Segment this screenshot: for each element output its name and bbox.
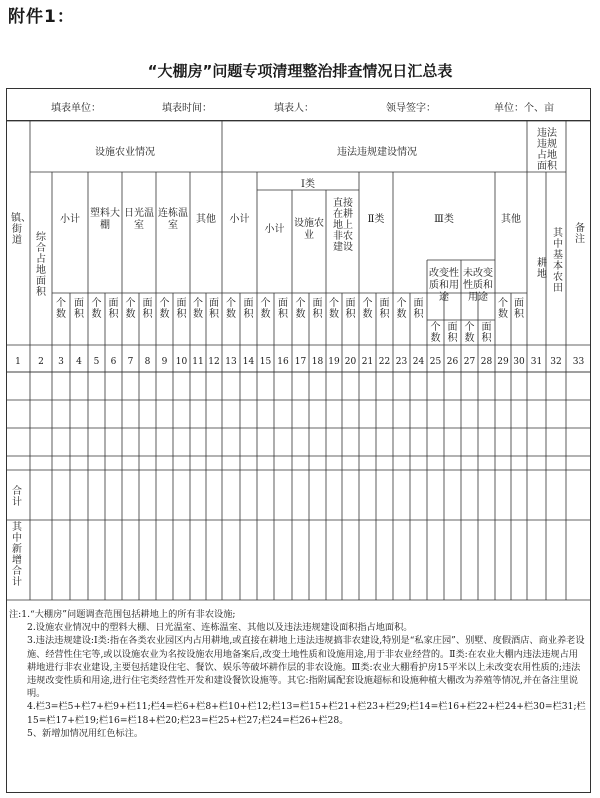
area-subheader: 面积 [176, 298, 187, 320]
count-subheader: 个数 [295, 298, 306, 320]
note-5: 5、新增加情况用红色标注。 [27, 727, 144, 739]
header-plastic-greenhouse: 塑料大棚 [90, 208, 120, 231]
column-number: 28 [480, 357, 493, 367]
header-class-1-facility: 设施农业 [294, 218, 324, 241]
note-4: 4.栏3=栏5+栏7+栏9+栏11;栏4=栏6+栏8+栏10+栏12;栏13=栏15+栏21+栏23+栏29;栏14=栏16+栏22+栏24+栏30=栏31;栏15=栏17+栏19;栏16=栏18+栏20;栏23=栏25+栏27;栏24=栏26+栏28。 [27, 701, 586, 726]
area-subheader: 面积 [345, 298, 356, 320]
column-number: 4 [76, 357, 82, 367]
column-number: 33 [572, 357, 585, 367]
count-subheader: 个数 [260, 298, 271, 320]
column-number: 5 [93, 357, 100, 367]
header-illegal-subtotal: 小计 [229, 214, 250, 225]
attachment-label: 附件1： [8, 7, 75, 27]
count-subheader: 个数 [226, 298, 236, 320]
header-basic-farmland: 其中基本农田 [553, 228, 563, 294]
count-subheader: 个数 [396, 298, 407, 320]
unit-measure-label: 单位：个、亩 [494, 103, 554, 114]
area-subheader: 面积 [379, 298, 390, 320]
area-subheader: 面积 [514, 298, 524, 320]
count-subheader: 个数 [125, 298, 136, 320]
count-subheader: 个数 [159, 298, 170, 320]
column-number: 9 [161, 357, 168, 367]
column-number: 14 [242, 357, 255, 367]
area-subheader: 面积 [312, 298, 323, 320]
column-number: 15 [259, 357, 272, 367]
area-subheader: 面积 [142, 298, 153, 320]
column-number: 32 [550, 357, 562, 367]
header-class-3-unchanged: 未改变性质和用途 [463, 268, 493, 303]
fill-time-label: 填表时间： [162, 103, 212, 114]
note-3: 3.违法违规建设:Ⅰ类:指在各类农业园区内占用耕地,或直接在耕地上违法违规搞非农建设,特别是“私家庄园”、别墅、度假酒店、商业养老设施、经营性住宅等,或以设施农业为名按设施农用地备案后,改变土地性质和设施用途,用于非农业经营的。Ⅱ类:在农业大棚内违法违规占用耕地进行非农业建设,主要包括建设住宅、餐饮、娱乐等破坏耕作层的非农设施。Ⅲ类:农业大棚看护房15平米以上未改变农用性质的;违法违规改变性质和用途,进行住宅类经营性开发和建设餐饮设施等。其它:指附属配套设施超标和设施种植大棚改为养殖等情况,并在备注里说明。 [27, 635, 585, 700]
column-number: 8 [144, 357, 151, 367]
column-number: 31 [530, 357, 543, 367]
header-town: 镇、街道 [11, 213, 31, 246]
column-number: 2 [38, 357, 44, 367]
count-subheader: 个数 [329, 298, 339, 320]
header-class-3-changed: 改变性质和用途 [429, 268, 459, 303]
column-number: 25 [429, 357, 442, 367]
header-illegal-construction: 违法违规建设情况 [337, 147, 417, 158]
column-number: 17 [294, 357, 307, 367]
column-number: 6 [110, 357, 117, 367]
header-class-1-subtotal: 小计 [264, 224, 285, 235]
column-number: 21 [361, 357, 374, 367]
column-number: 12 [208, 357, 220, 367]
header-facility-subtotal: 小计 [60, 214, 80, 225]
column-number: 19 [328, 357, 340, 367]
column-number: 29 [497, 357, 509, 367]
row-label-total: 合计 [12, 486, 22, 508]
column-number: 24 [412, 357, 425, 367]
count-subheader: 个数 [362, 298, 373, 320]
count-subheader: 个数 [56, 298, 66, 320]
area-subheader: 面积 [108, 298, 119, 320]
notes-section [9, 608, 587, 740]
column-number: 16 [277, 357, 289, 367]
column-number: 18 [311, 357, 324, 367]
fill-unit-label: 填表单位： [51, 103, 101, 114]
area-subheader: 面积 [447, 322, 458, 344]
column-number: 20 [344, 357, 357, 367]
header-remark: 备注 [575, 223, 585, 245]
column-number: 7 [127, 357, 134, 367]
count-subheader: 个数 [464, 322, 475, 344]
leader-sign-label: 领导签字： [386, 103, 436, 114]
header-illegal-other: 其他 [501, 214, 521, 225]
count-subheader: 个数 [193, 298, 203, 320]
header-farmland: 耕地 [537, 258, 547, 280]
header-illegal-occupy-area: 违法违规占地面积 [537, 128, 557, 172]
fill-person-label: 填表人： [274, 103, 314, 114]
note-2: 2.设施农业情况中的塑料大棚、日光温室、连栋温室、其他以及违法违规建设面积指占地面积。 [27, 622, 413, 634]
column-number: 10 [175, 357, 188, 367]
header-solar-greenhouse: 日光温室 [124, 208, 154, 231]
column-number: 3 [58, 357, 64, 367]
count-subheader: 个数 [430, 322, 441, 344]
page-title: “大棚房”问题专项清理整治排查情况日汇总表 [147, 62, 453, 80]
row-label-new-total: 其中新增合计 [12, 522, 22, 588]
column-number: 23 [395, 357, 408, 367]
header-multi-span-greenhouse: 连栋温室 [158, 208, 188, 231]
column-number: 13 [225, 357, 237, 367]
header-facility-other: 其他 [196, 214, 216, 225]
header-class-1-direct: 直接在耕地上非农建设 [333, 198, 353, 253]
header-class-1: Ⅰ类 [301, 179, 315, 190]
column-number: 11 [192, 357, 204, 367]
area-subheader: 面积 [243, 298, 254, 320]
header-total-area: 综合占地面积 [36, 232, 46, 298]
header-class-3: Ⅲ类 [434, 214, 454, 225]
column-number: 22 [378, 357, 391, 367]
area-subheader: 面积 [278, 298, 288, 320]
column-number: 1 [15, 357, 21, 367]
area-subheader: 面积 [481, 322, 492, 344]
column-number: 26 [446, 357, 459, 367]
header-facility-agriculture: 设施农业情况 [95, 147, 155, 158]
count-subheader: 个数 [498, 298, 508, 320]
area-subheader: 面积 [74, 298, 84, 320]
column-number: 27 [463, 357, 476, 367]
column-number: 30 [513, 357, 525, 367]
count-subheader: 个数 [91, 298, 102, 320]
note-1: 注:1.“大棚房”问题调查范围包括耕地上的所有非农设施; [9, 609, 236, 620]
area-subheader: 面积 [413, 298, 424, 320]
header-class-2: Ⅱ类 [367, 214, 385, 225]
area-subheader: 面积 [209, 298, 219, 320]
